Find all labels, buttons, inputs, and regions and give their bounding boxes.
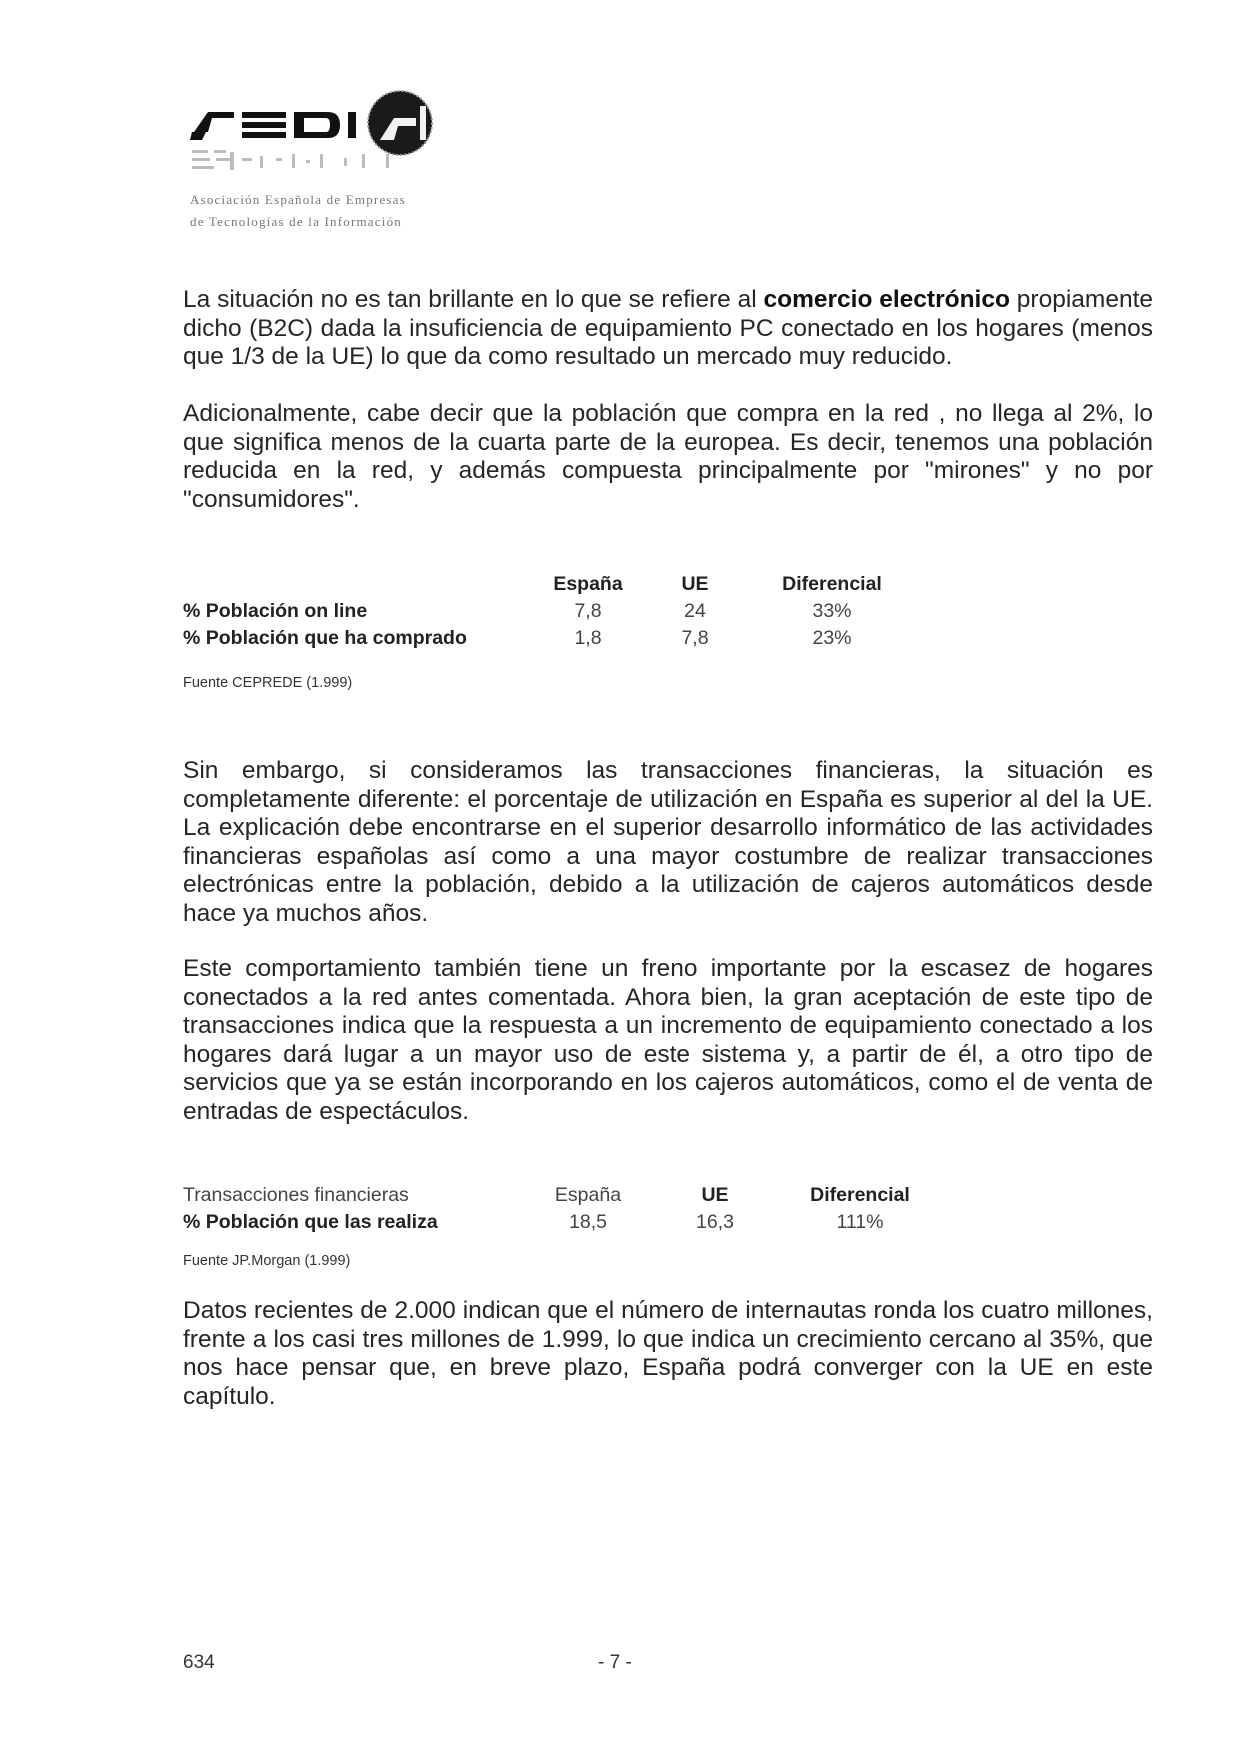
table-header-differential: Diferencial [810,1184,910,1206]
table-row [183,600,903,626]
footer-page-number: - 7 - [598,1652,632,1673]
table-row-label: % Población que ha comprado [183,627,467,649]
paragraph-ecommerce-bold: comercio electrónico [763,286,1010,313]
table-row-label: % Población on line [183,600,368,622]
table-cell-differential: 33% [812,600,852,622]
table-title: Transacciones financieras [183,1184,409,1206]
sedisi-logo [190,88,490,258]
table-header-spain: España [553,573,623,595]
table-cell-eu: 7,8 [681,627,709,649]
table-header-eu: UE [681,573,709,595]
sedisi-logo-mark [190,88,490,208]
table-cell-differential: 111% [836,1211,884,1233]
table-header-spain: España [554,1184,622,1206]
paragraph-online-buyers: Adicionalmente, cabe decir que la población que compra en la red , no llega al 2%, lo que significa menos de la cuarta parte de la europea. Es decir, tenemos una población reducida en la red, y además compuesta principalmente por "mirones" y no por "consumidores". [183,400,1153,513]
association-name-line2: de Tecnologías de la Información [190,214,402,229]
table-row [183,1211,923,1237]
association-name-line1: Asociación Española de Empresas [190,192,406,207]
paragraph-behaviour: Este comportamiento también tiene un freno importante por la escasez de hogares conectados a la red antes comentada. Ahora bien, la gran aceptación de este tipo de transacciones indica que la respuesta a un incremento de equipamiento conectado a los hogares dará lugar a un mayor uso de este sistema y, a partir de él, a otro tipo de servicios que ya se están incorporando en los cajeros automáticos, como el de venta de entradas de espectáculos. [183,955,1153,1125]
table-cell-spain: 18,5 [569,1211,607,1233]
paragraph-ecommerce-text-start: La situación no es tan brillante en lo que se refiere al [183,286,764,313]
table-header-eu: UE [701,1184,729,1206]
table-row [183,627,903,653]
table-header-differential: Diferencial [782,573,882,595]
table-cell-spain: 1,8 [574,627,602,649]
table-source-jpmorgan: Fuente JP.Morgan (1.999) [183,1253,351,1269]
table-cell-differential: 23% [812,627,852,649]
table-cell-eu: 16,3 [696,1211,734,1233]
table-row-label: % Población que las realiza [183,1211,438,1233]
footer-document-number: 634 [183,1652,215,1673]
table-cell-spain: 7,8 [574,600,602,622]
paragraph-recent-data: Datos recientes de 2.000 indican que el número de internautas ronda los cuatro millones, frente a los casi tres millones de 1.999, lo que indica un crecimiento cercano al 35%, que nos hace pensar que, en breve plazo, España podrá converger con la UE en este capítulo. [183,1297,1153,1410]
table-header-row [183,573,903,599]
paragraph-financial-transactions: Sin embargo, si consideramos las transacciones financieras, la situación es completamente diferente: el porcentaje de utilización en España es superior al del la UE. La explicación debe encontrarse en el superior desarrollo informático de las actividades financieras españolas así como a una mayor costumbre de realizar transacciones electrónicas entre la población, debido a la utilización de cajeros automáticos desde hace ya muchos años. [183,757,1153,927]
paragraph-ecommerce-text-end: propiamente dicho (B2C) dada la insuficiencia de equipamiento PC conectado en los hogares (menos que 1/3 de la UE) lo que da como resultado un mercado muy reducido. [183,286,1153,370]
paragraph-ecommerce [183,286,1153,372]
table-cell-eu: 24 [684,600,706,622]
table-header-row [183,1184,923,1210]
table-source-ceprede: Fuente CEPREDE (1.999) [183,675,353,691]
